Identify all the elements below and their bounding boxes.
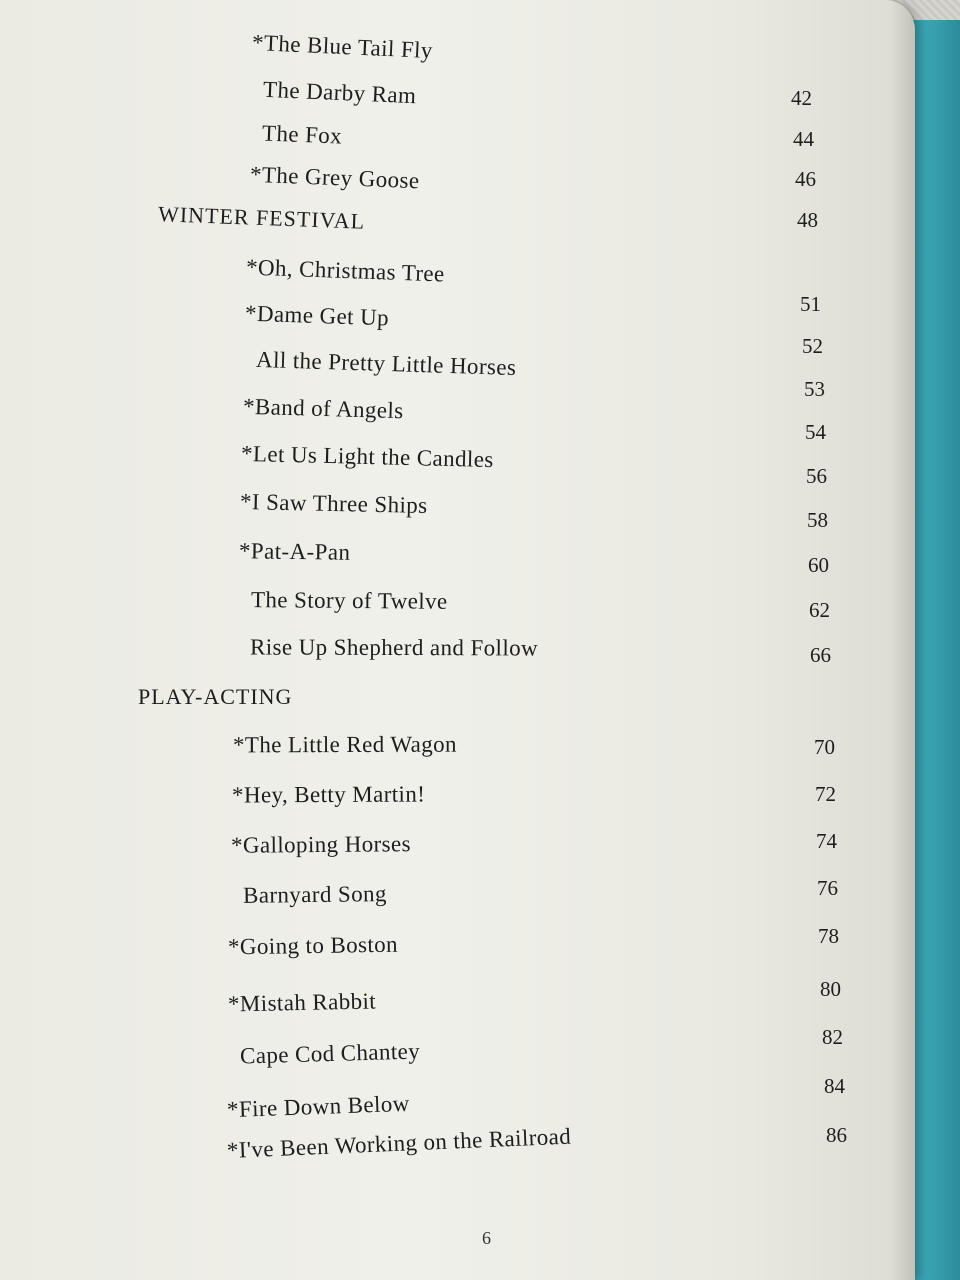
page-number: 60 — [808, 553, 829, 577]
toc-entry: *Fire Down Below — [226, 1090, 411, 1123]
toc-entry: *I've Been Working on the Railroad — [226, 1123, 572, 1163]
page-number: 86 — [826, 1123, 847, 1147]
toc-entry: The Story of Twelve — [250, 587, 448, 614]
toc-section-heading: PLAY-ACTING — [138, 684, 293, 709]
page-number: 52 — [802, 334, 823, 358]
folio-page-number: 6 — [482, 1228, 491, 1248]
toc-entry: *Dame Get Up — [244, 300, 390, 331]
toc-entry: Barnyard Song — [242, 881, 387, 908]
page-number: 62 — [809, 598, 830, 622]
toc-section-heading: WINTER FESTIVAL — [157, 201, 366, 234]
toc-entry: *I Saw Three Ships — [239, 489, 428, 518]
toc-entry: *Let Us Light the Candles — [240, 440, 495, 473]
toc-entry: Rise Up Shepherd and Follow — [249, 634, 539, 661]
toc-entry: *Oh, Christmas Tree — [245, 254, 446, 287]
toc-entry: *The Blue Tail Fly — [251, 29, 434, 64]
page-number: 70 — [814, 735, 835, 759]
page-number: 51 — [800, 292, 821, 316]
page-number: 74 — [816, 829, 837, 853]
toc-entry: *The Little Red Wagon — [232, 731, 457, 758]
page-number: 80 — [820, 977, 841, 1001]
page-number: 84 — [824, 1074, 845, 1098]
toc-entry: *Band of Angels — [242, 393, 404, 424]
page-number: 76 — [817, 876, 838, 900]
page-number: 54 — [805, 420, 826, 444]
toc-entry: The Fox — [261, 120, 343, 149]
page-number: 44 — [793, 127, 814, 151]
page-number: 82 — [822, 1025, 843, 1049]
toc-entry: *Going to Boston — [227, 931, 399, 960]
page-number: 78 — [818, 924, 839, 948]
toc-entry: *Pat-A-Pan — [238, 538, 351, 565]
page-number: 46 — [795, 167, 816, 191]
toc-entry: *Hey, Betty Martin! — [231, 781, 426, 808]
toc-entry: Cape Cod Chantey — [239, 1038, 421, 1069]
page-number: 72 — [815, 782, 836, 806]
page-number: 48 — [797, 208, 818, 232]
page-number: 58 — [807, 508, 828, 532]
toc-entry: The Darby Ram — [262, 76, 417, 109]
toc-entry: *Mistah Rabbit — [227, 988, 377, 1017]
toc-entry: *Galloping Horses — [230, 831, 412, 858]
page-number: 42 — [791, 86, 812, 110]
page-number: 53 — [804, 377, 825, 401]
page-number: 66 — [810, 643, 831, 667]
toc-entry: All the Pretty Little Horses — [255, 346, 517, 381]
toc-entry: *The Grey Goose — [249, 161, 420, 194]
page-number: 56 — [806, 464, 827, 488]
